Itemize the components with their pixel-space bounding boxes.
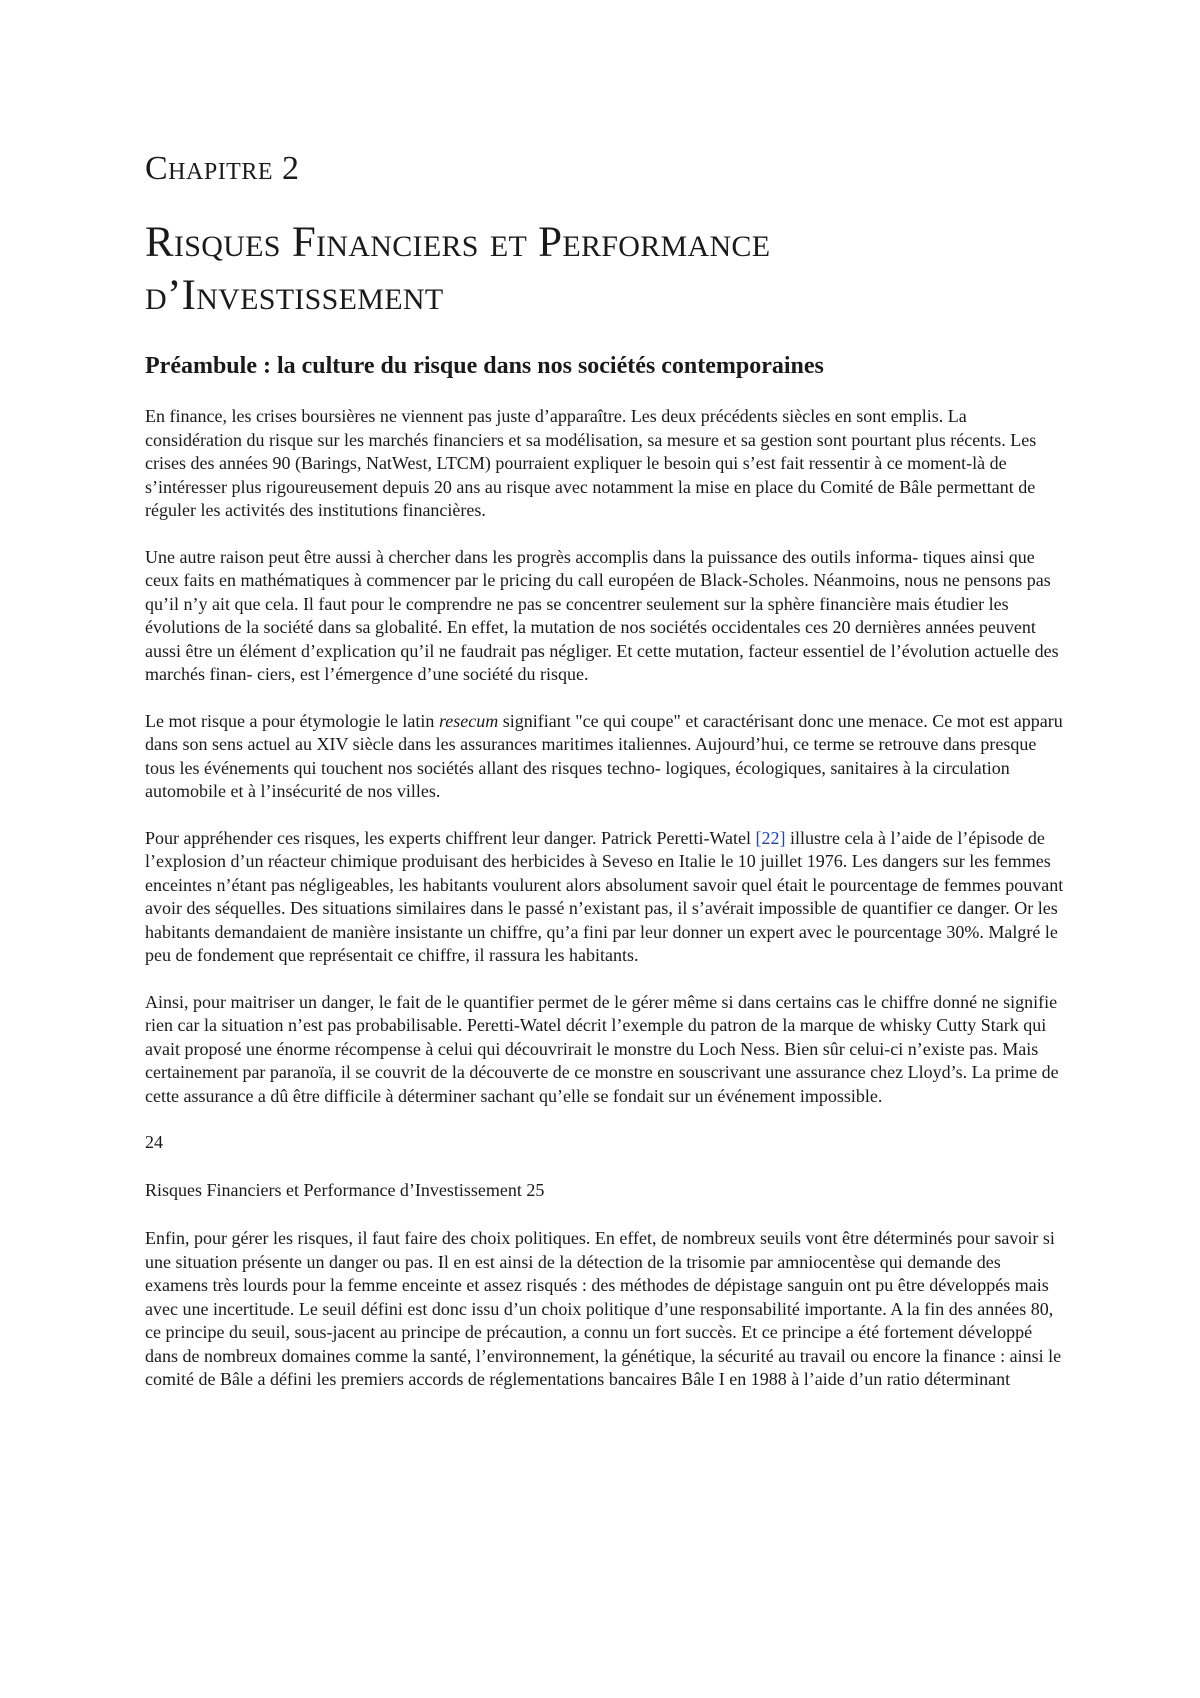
paragraph-6: Enfin, pour gérer les risques, il faut faire des choix politiques. En effet, de nombreux seuils vont être déterminés pour savoir si une situation présente un danger ou pas. Il en est ainsi de la détection de la trisomie par amniocentèse qui demande des examens très lourds pour la femme enceinte et assez risqués : des méthodes de dépistage sanguin ont pu être développés mais avec une incertitude. Le seuil défini est donc issu d’un choix politique d’une responsabilité importante. A la fin des années 80, ce principe du seuil, sous-jacent au principe de précaution, a connu un fort succès. Et ce principe a été fortement développé dans de nombreux domaines comme la santé, l’environnement, la génétique, la sécurité au travail ou encore la finance : ainsi le comité de Bâle a défini les premiers accords de réglementations bancaires Bâle I en 1988 à l’aide d’un ratio déterminant [145,1228,1062,1390]
chapter-title-line-1: Risques Financiers et Performance [145,219,771,267]
citation-link[interactable]: [22] [755,827,786,848]
chapter-title [145,217,1065,322]
paragraph-5: Ainsi, pour maitriser un danger, le fait de le quantifier permet de le gérer même si dans certains cas le chiffre donné ne signifie rien car la situation n’est pas probabilisable. Peretti-Watel décrit l’exemple du patron de la marque de whisky Cutty Stark qui avait proposé une énorme récompense à celui qui découvrirait le monstre du Loch Ness. Bien sûr celui-ci n’existe pas. Mais certainement par paranoïa, il se couvrit de la découverte de ce monstre en souscrivant une assurance chez Lloyd’s. La prime de cette assurance a dû être difficile à déterminer sachant qu’elle se fondait sur un événement impossible. [145,991,1059,1106]
chapter-title-line-2: d’Investissement [145,271,444,319]
paragraph-4 [145,827,1065,968]
paragraph-3-text-b: signifiant "ce qui coupe" et caractérisant donc une menace. Ce mot est apparu dans son sens actuel au XIV siècle dans les assurances maritimes italiennes. Aujourd’hui, ce terme se retrouve dans presque tous les événements qui touchent nos sociétés allant des risques techno- logiques, écologiques, sanitaires à la circulation automobile et à l’insécurité de nos villes. [145,710,1063,802]
chapter-label: Chapitre 2 [145,150,300,187]
paragraph-2: Une autre raison peut être aussi à chercher dans les progrès accomplis dans la puissance des outils informa- tiques ainsi que ceux faits en mathématiques à commencer par le pricing du call européen de Black-Scholes. Néanmoins, nous ne pensons pas qu’il n’y ait que cela. Il faut pour le comprendre ne pas se concentrer seulement sur la sphère financière mais étudier les évolutions de la société dans sa globalité. En effet, la mutation de nos sociétés occidentales ces 20 dernières années peuvent aussi être un élément d’explication qu’il ne faudrait pas négliger. Et cette mutation, facteur essentiel de l’évolution actuelle des marchés finan- ciers, est l’émergence d’une société du risque. [145,546,1059,685]
document-page [145,140,1065,1415]
paragraph-4-text-a: Pour appréhender ces risques, les experts chiffrent leur danger. Patrick Peretti-Watel [145,827,756,848]
paragraph-3-text-a: Le mot risque a pour étymologie le latin [145,710,439,731]
paragraph-3 [145,710,1065,804]
page-number: 24 [145,1132,163,1153]
paragraph-1: En finance, les crises boursières ne viennent pas juste d’apparaître. Les deux précédents siècles en sont emplis. La considération du risque sur les marchés financiers et sa modélisation, sa mesure et sa gestion sont pourtant plus récents. Les crises des années 90 (Barings, NatWest, LTCM) pourraient expliquer le besoin qui s’est fait ressentir à ce moment-là de s’intéresser plus rigoureusement depuis 20 ans au risque avec notamment la mise en place du Comité de Bâle permettant de réguler les activités des institutions financières. [145,406,1037,521]
running-header: Risques Financiers et Performance d’Investissement 25 [145,1180,545,1201]
section-title: Préambule : la culture du risque dans nos sociétés contemporaines [145,353,824,380]
paragraph-4-text-b: illustre cela à l’aide de l’épisode de l’explosion d’un réacteur chimique produisant des herbicides à Seveso en Italie le 10 juillet 1976. Les dangers sur les femmes enceintes n’étant pas négligeables, les habitants voulurent alors absolument savoir quel était le pourcentage de femmes pouvant avoir des séquelles. Des situations similaires dans le passé n’existant pas, il s’avérait impossible de quantifier ce danger. Or les habitants demandaient de manière insistante un chiffre, qu’a fini par leur donner un expert avec le pourcentage 30%. Malgré le peu de fondement que représentait ce chiffre, il rassura les habitants. [145,827,1064,966]
latin-term: resecum [438,710,499,731]
